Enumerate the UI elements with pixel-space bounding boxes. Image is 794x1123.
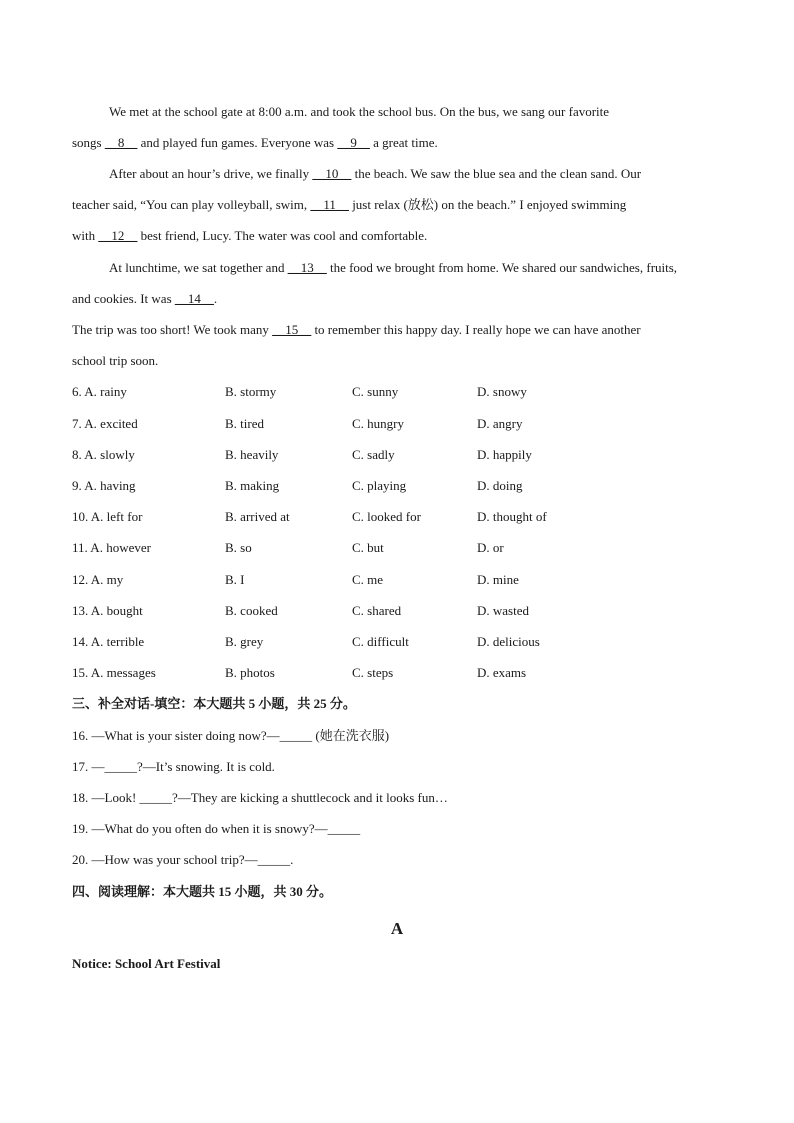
option-b: B. arrived at <box>225 509 290 524</box>
blank-14: __14__ <box>174 291 214 306</box>
text: teacher said, “You can play volleyball, swim, <box>72 197 311 212</box>
passage-p4-line1 <box>72 321 641 339</box>
option-b: B. I <box>225 572 245 587</box>
passage-p2-line1 <box>109 165 641 183</box>
option-b: B. making <box>225 478 280 493</box>
passage-p3-line1 <box>109 259 677 277</box>
text: After about an hour’s drive, we finally <box>109 166 313 181</box>
text: a great time. <box>369 135 438 150</box>
question-20: 20. —How was your school trip?—_____. <box>72 852 294 867</box>
option-d: D. or <box>477 540 504 555</box>
option-b: B. stormy <box>225 384 277 399</box>
option-a: 15. A. messages <box>72 665 156 680</box>
passage-p1-line1 <box>109 103 609 121</box>
option-c: C. hungry <box>352 416 404 431</box>
option-b: B. grey <box>225 634 264 649</box>
option-a: 12. A. my <box>72 572 124 587</box>
question-18: 18. —Look! _____?—They are kicking a shuttlecock and it looks fun… <box>72 790 448 805</box>
text: best friend, Lucy. The water was cool and comfortable. <box>137 228 428 243</box>
notice-title: Notice: School Art Festival <box>72 956 221 971</box>
blank-9: __9__ <box>337 135 370 150</box>
option-b: B. heavily <box>225 447 279 462</box>
passage-p2-line3 <box>72 227 427 245</box>
blank-11: __11__ <box>310 197 349 212</box>
option-d: D. thought of <box>477 509 547 524</box>
passage-p1-line2 <box>72 134 438 152</box>
option-c: C. shared <box>352 603 402 618</box>
blank-13: __13__ <box>287 260 327 275</box>
text: school trip soon. <box>72 353 159 368</box>
option-d: D. happily <box>477 447 532 462</box>
option-a: 13. A. bought <box>72 603 143 618</box>
text: the food we brought from home. We shared our sandwiches, fruits, <box>326 260 678 275</box>
option-b: B. cooked <box>225 603 278 618</box>
blank-10: __10__ <box>312 166 352 181</box>
text: and played fun games. Everyone was <box>137 135 338 150</box>
text: to remember this happy day. I really hope we can have another <box>311 322 641 337</box>
option-c: C. playing <box>352 478 407 493</box>
option-a: 8. A. slowly <box>72 447 135 462</box>
option-a: 11. A. however <box>72 540 151 555</box>
text: The trip was too short! We took many <box>72 322 273 337</box>
option-a: 6. A. rainy <box>72 384 127 399</box>
option-d: D. angry <box>477 416 523 431</box>
option-d: D. snowy <box>477 384 527 399</box>
section-4-heading: 四、阅读理解：本大题共 15 小题，共 30 分。 <box>72 884 333 899</box>
passage-p3-line2 <box>72 290 217 308</box>
text: just relax (放松) on the beach.” I enjoyed swimming <box>348 197 627 212</box>
section-3-heading: 三、补全对话-填空：本大题共 5 小题，共 25 分。 <box>72 696 356 711</box>
text: . <box>213 291 218 306</box>
blank-15: __15__ <box>272 322 312 337</box>
passage-p2-line2 <box>72 196 626 214</box>
option-b: B. photos <box>225 665 275 680</box>
text: We met at the school gate at 8:00 a.m. and took the school bus. On the bus, we sang our favorite <box>109 104 610 119</box>
text: the beach. We saw the blue sea and the clean sand. Our <box>351 166 642 181</box>
option-b: B. tired <box>225 416 264 431</box>
question-17: 17. —_____?—It’s snowing. It is cold. <box>72 759 275 774</box>
question-19: 19. —What do you often do when it is snowy?—_____ <box>72 821 361 836</box>
option-c: C. me <box>352 572 384 587</box>
option-c: C. difficult <box>352 634 409 649</box>
option-c: C. but <box>352 540 384 555</box>
option-d: D. mine <box>477 572 519 587</box>
option-c: C. looked for <box>352 509 421 524</box>
option-c: C. steps <box>352 665 394 680</box>
option-b: B. so <box>225 540 252 555</box>
part-title: A <box>390 919 404 938</box>
blank-12: __12__ <box>98 228 138 243</box>
option-a: 14. A. terrible <box>72 634 145 649</box>
passage-p4-line2 <box>72 352 158 370</box>
option-d: D. delicious <box>477 634 540 649</box>
text: and cookies. It was <box>72 291 175 306</box>
text: At lunchtime, we sat together and <box>109 260 288 275</box>
blank-8: __8__ <box>104 135 138 150</box>
option-a: 9. A. having <box>72 478 136 493</box>
option-a: 7. A. excited <box>72 416 138 431</box>
option-c: C. sunny <box>352 384 399 399</box>
question-16: 16. —What is your sister doing now?—_____ (她在洗衣服) <box>72 728 390 743</box>
option-d: D. doing <box>477 478 523 493</box>
option-d: D. exams <box>477 665 527 680</box>
option-d: D. wasted <box>477 603 529 618</box>
option-c: C. sadly <box>352 447 395 462</box>
text: with <box>72 228 99 243</box>
text: songs <box>72 135 105 150</box>
option-a: 10. A. left for <box>72 509 143 524</box>
